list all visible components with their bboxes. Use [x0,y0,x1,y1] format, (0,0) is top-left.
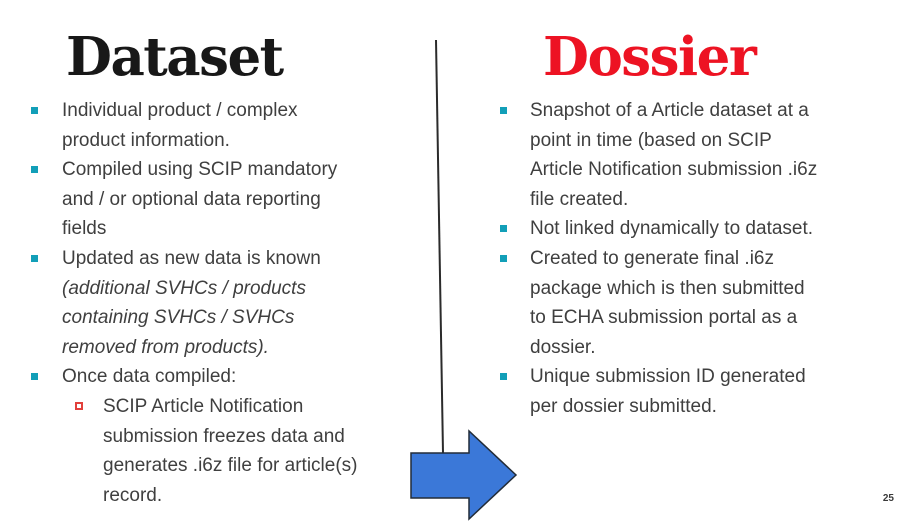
dataset-title: Dataset [66,26,283,88]
bullet-text: Unique submission ID generated per dossier submitted. [530,366,806,417]
list-item [500,362,896,421]
bullet-text: Created to generate final .i6z package which is then submitted to ECHA submission portal as a dossier. [530,247,805,358]
bullet-text: Not linked dynamically to dataset. [530,218,814,240]
bullet-text [62,244,321,362]
list-item [31,362,451,392]
list-item [31,155,451,244]
list-item [31,244,451,362]
list-item [500,214,896,244]
square-bullet-icon [500,107,507,114]
hollow-square-bullet-icon [75,402,83,410]
bullet-text: Once data compiled: [62,366,237,388]
bullet-text: Compiled using SCIP mandatory and / or optional data reporting fields [62,159,338,240]
square-bullet-icon [31,255,38,262]
list-item [500,244,896,362]
bullet-text: Individual product / complex product information. [62,100,298,151]
bullet-text-italic: (additional SVHCs / products containing SVHCs / SVHCs removed from products). [62,277,306,358]
bullet-text: Snapshot of a Article dataset at a point in time (based on SCIP Article Notification submission .i6z file created. [530,100,818,210]
dataset-bullet-list [31,96,451,510]
page-number: 25 [882,493,894,504]
square-bullet-icon [500,255,507,262]
square-bullet-icon [31,107,38,114]
square-bullet-icon [31,373,38,380]
dossier-bullet-list [500,96,896,422]
square-bullet-icon [500,225,507,232]
list-item [500,96,896,214]
sub-list-item [75,392,451,510]
dossier-title: Dossier [543,26,756,88]
list-item [31,96,451,155]
sub-bullet-text: SCIP Article Notification submission freezes data and generates .i6z file for article(s) record. [103,395,358,506]
square-bullet-icon [500,373,507,380]
square-bullet-icon [31,166,38,173]
bullet-text-normal: Updated as new data is known [62,247,321,269]
